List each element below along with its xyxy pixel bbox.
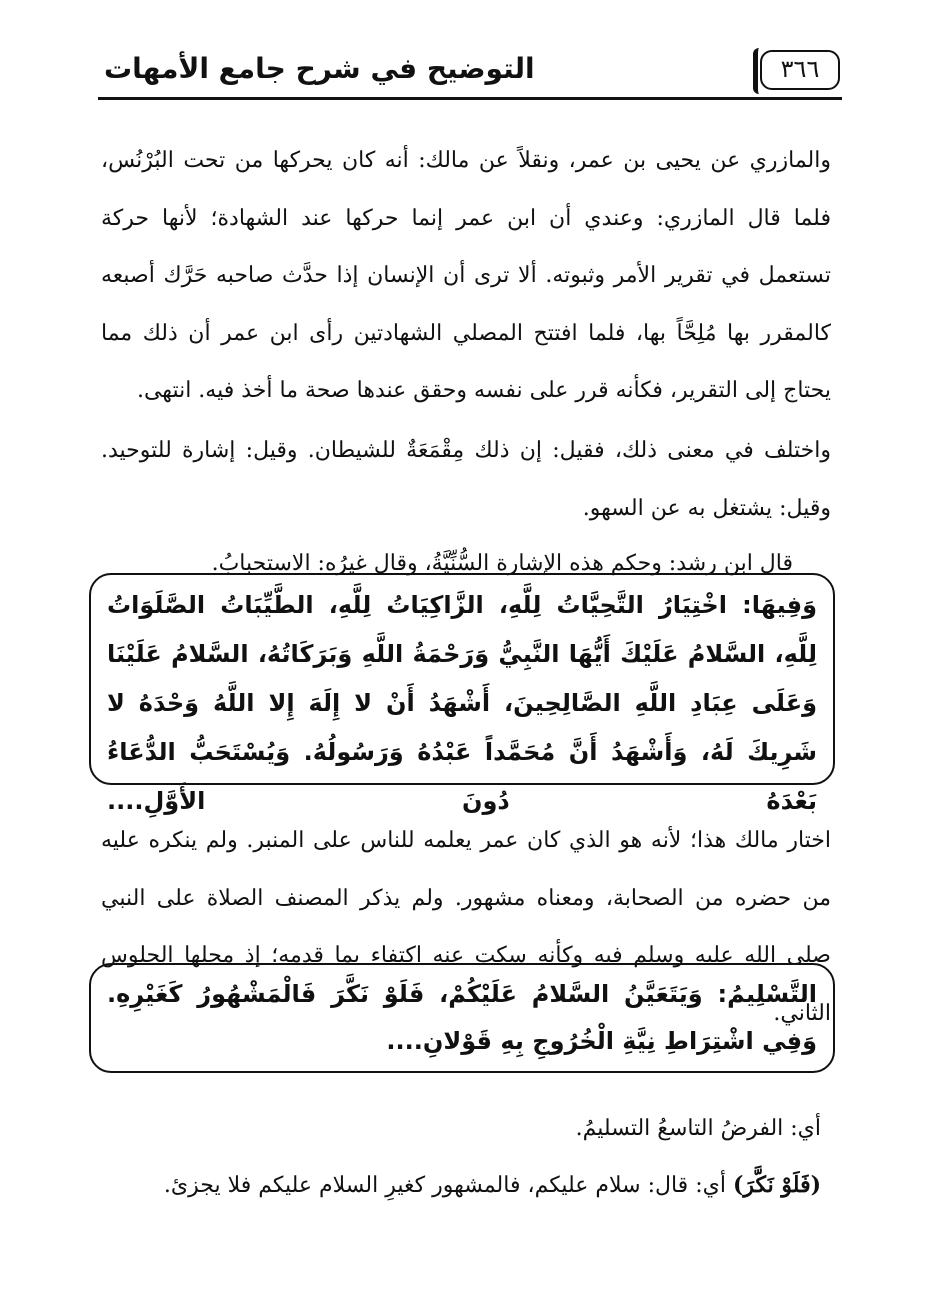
commentary-paragraph-2: واختلف في معنى ذلك، فقيل: إن ذلك مِقْمَعَةٌ للشيطان. وقيل: إشارة للتوحيد. وقيل: يشتغل به عن السهو.	[101, 438, 832, 521]
page-header	[98, 38, 842, 100]
commentary-paragraph-4: اختار مالك هذا؛ لأنه هو الذي كان عمر يعلمه للناس على المنبر. ولم ينكره عليه من حضره من الصحابة، ومعناه مشهور. ولم يذكر المصنف الصلاة على النبي صلى الله عليه وسلم فيه وكأنه سكت عنه اكتفاء بما قدمه؛ إذ محلها الجلوس الثاني.	[101, 828, 831, 1026]
commentary-paragraph-5: أي: الفرضُ التاسعُ التسليمُ.	[575, 1116, 821, 1141]
matn-text-taslim: التَّسْلِيمُ: وَيَتَعَيَّنُ السَّلامُ عَلَيْكُمْ، فَلَوْ نَكَّرَ فَالْمَشْهُورُ كَغَيْرِهِ. وَفِي اشْتِرَاطِ نِيَّةِ الْخُرُوجِ بِهِ قَوْلانِ....	[107, 980, 817, 1055]
quoted-matn-phrase: (فَلَوْ نَكَّرَ)	[732, 1172, 821, 1198]
commentary-paragraph-6	[101, 1157, 821, 1215]
header-rule	[98, 97, 842, 100]
matn-text-tashahhud: وَفِيهَا: اخْتِيَارُ التَّحِيَّاتُ لِلَّهِ، الزَّاكِيَاتُ لِلَّهِ، الطَّيِّبَاتُ الصَّلَوَاتُ لِلَّهِ، السَّلامُ عَلَيْكَ أَيُّهَا النَّبِيُّ وَرَحْمَةُ اللَّهِ وَبَرَكَاتُهُ، السَّلامُ عَلَيْنَا وَعَلَى عِبَادِ اللَّهِ الصَّالِحِينَ، أَشْهَدُ أَنْ لا إِلَهَ إِلا اللَّهُ وَحْدَهُ لا شَرِيكَ لَهُ، وَأَشْهَدُ أَنَّ مُحَمَّداً عَبْدُهُ وَرَسُولُهُ. وَيُسْتَحَبُّ الدُّعَاءُ بَعْدَهُ دُونَ الأَوَّلِ....	[107, 591, 817, 815]
page-number: ٣٦٦	[760, 50, 840, 90]
commentary-paragraph-3: قال ابن رشد: وحكم هذه الإشارة السُّنِّيَّةُ، وقال غيرُه: الاستحبابُ.	[211, 551, 793, 576]
running-title: التوضيح في شرح جامع الأمهات	[104, 52, 535, 85]
commentary-paragraph-6-text: أي: قال: سلام عليكم، فالمشهور كغيرِ السلام عليكم فلا يجزئ.	[163, 1173, 733, 1198]
matn-box-taslim	[89, 963, 835, 1073]
matn-box-tashahhud	[89, 573, 835, 815]
commentary-paragraph-1: والمازري عن يحيى بن عمر، ونقلاً عن مالك: أنه كان يحركها من تحت البُرْنُس، فلما قال المازري: وعندي أن ابن عمر إنما حركها عند الشهادة؛ لأنها حركة تستعمل في تقرير الأمر وثبوته. ألا ترى أن الإنسان إذا حدَّث صاحبه حَرَّك أصبعه كالمقرر بها مُلِحَّاً بها، فلما افتتح المصلي الشهادتين رأى ابن عمر أن ذلك مما يحتاج إلى التقرير، فكأنه قرر على نفسه وحقق عندها صحة ما أخذ فيه. انتهى.	[101, 148, 831, 403]
